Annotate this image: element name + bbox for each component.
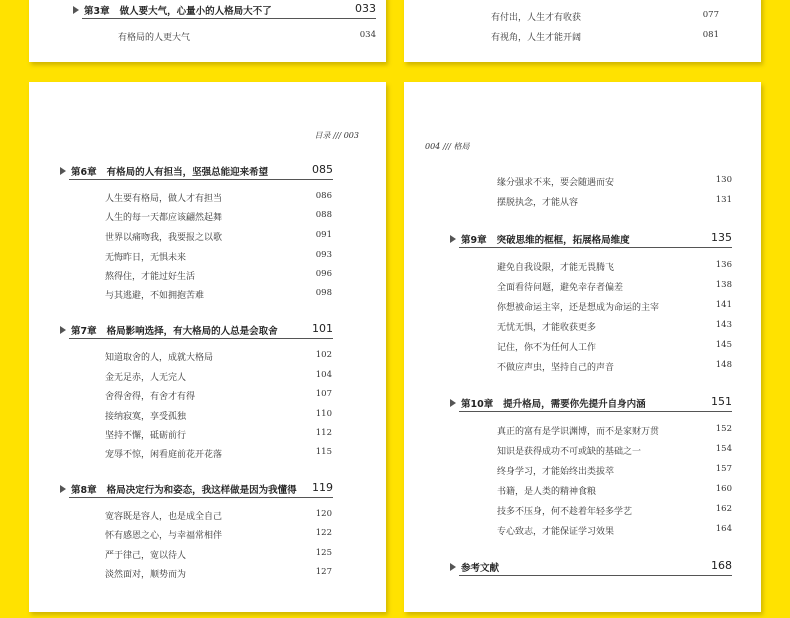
toc-entry-page: 141: [715, 300, 732, 310]
toc-entry-title: 淡然面对，顺势而为: [105, 570, 187, 580]
toc-entry-page: 081: [702, 30, 719, 40]
chapter-page-number: 168: [711, 559, 732, 572]
toc-entry-page: 115: [315, 447, 332, 457]
chapter-7-heading[interactable]: [60, 323, 333, 343]
toc-entry[interactable]: [105, 370, 332, 384]
toc-entry[interactable]: [491, 30, 719, 44]
chapter-title: 格局影响选择，有大格局的人总是会取舍: [106, 326, 278, 337]
toc-entry-page: 160: [715, 484, 732, 494]
toc-entry[interactable]: [118, 30, 376, 44]
toc-entry-title: 记住，你不为任何人工作: [497, 343, 597, 353]
toc-entry-title: 技多不压身，何不趁着年轻多学艺: [497, 507, 633, 517]
toc-entry-page: 138: [715, 280, 732, 290]
toc-entry-title: 金无足赤，人无完人: [105, 373, 187, 383]
toc-entry-title: 你想被命运主宰，还是想成为命运的主宰: [497, 303, 660, 313]
toc-entry-title: 坚持不懈，砥砺前行: [105, 431, 187, 441]
chapter-underline: [69, 338, 333, 339]
chapter-page-number: 151: [711, 395, 732, 408]
toc-entry-page: 086: [315, 191, 332, 201]
toc-entry-title: 摆脱执念，才能从容: [497, 198, 579, 208]
chapter-page-number: 085: [312, 163, 333, 176]
toc-entry-title: 与其逃避，不如拥抱苦难: [105, 291, 205, 301]
toc-entry-page: 131: [715, 195, 732, 205]
toc-entry-page: 148: [715, 360, 732, 370]
toc-entry-title: 人生要有格局，做人才有担当: [105, 194, 223, 204]
toc-entry-page: 091: [315, 230, 332, 240]
toc-entry[interactable]: [497, 260, 732, 274]
chapter-3-heading[interactable]: [73, 3, 376, 23]
toc-entry-page: 034: [359, 30, 376, 40]
toc-entry-title: 终身学习，才能始终出类拔萃: [497, 467, 615, 477]
chapter-10-heading[interactable]: [450, 396, 732, 416]
toc-entry-title: 宽容既是容人，也是成全自己: [105, 512, 223, 522]
toc-entry[interactable]: [497, 424, 732, 438]
chapter-title: 做人要大气，心量小的人格局大不了: [119, 6, 272, 17]
toc-entry-title: 世界以痛吻我，我要报之以歌: [105, 233, 223, 243]
toc-entry[interactable]: [497, 195, 732, 209]
top-left-page: [29, 0, 386, 62]
chapter-label: 第8章: [71, 485, 97, 496]
toc-entry[interactable]: [105, 567, 332, 581]
toc-entry-title: 有视角，人生才能开阔: [491, 33, 582, 43]
toc-entry-page: 136: [715, 260, 732, 270]
toc-entry[interactable]: [105, 269, 332, 283]
chapter-underline: [82, 18, 376, 19]
toc-entry-title: 舍得舍得，有舍才有得: [105, 392, 196, 402]
chapter-arrow-icon: [60, 167, 66, 175]
chapter-9-heading[interactable]: [450, 232, 732, 252]
toc-entry-page: 120: [315, 509, 332, 519]
toc-entry-page: 125: [315, 548, 332, 558]
chapter-label: 第10章: [461, 399, 494, 410]
toc-entry-title: 有格局的人更大气: [118, 33, 191, 43]
chapter-label: 第6章: [71, 167, 97, 178]
toc-entry[interactable]: [105, 447, 332, 461]
toc-entry-page: 122: [315, 528, 332, 538]
toc-entry-title: 怀有感恩之心，与幸福常相伴: [105, 531, 223, 541]
chapter-underline: [459, 247, 732, 248]
chapter-title: 格局决定行为和姿态，我这样做是因为我懂得: [106, 485, 297, 496]
toc-entry-title: 人生的每一天都应该翩然起舞: [105, 213, 223, 223]
page-header: 目录 /// 003: [314, 131, 359, 140]
chapter-page-number: 101: [312, 322, 333, 335]
toc-entry-title: 熬得住，才能过好生活: [105, 272, 196, 282]
chapter-label: 第3章: [84, 6, 110, 17]
toc-entry-title: 严于律己，宽以待人: [105, 551, 187, 561]
toc-entry[interactable]: [497, 464, 732, 478]
toc-entry-page: 157: [715, 464, 732, 474]
toc-entry-page: 104: [315, 370, 332, 380]
chapter-underline: [459, 411, 732, 412]
chapter-underline: [459, 575, 732, 576]
toc-entry[interactable]: [105, 548, 332, 562]
toc-entry[interactable]: [105, 230, 332, 244]
toc-entry[interactable]: [105, 389, 332, 403]
chapter-arrow-icon: [73, 6, 79, 14]
toc-entry[interactable]: [497, 280, 732, 294]
toc-entry-title: 书籍，是人类的精神食粮: [497, 487, 597, 497]
toc-entry[interactable]: [105, 210, 332, 224]
toc-entry-title: 无悔昨日，无惧未来: [105, 253, 187, 263]
left-toc-page: [29, 82, 386, 612]
toc-entry-page: 098: [315, 288, 332, 298]
references-title: 参考文献: [461, 563, 500, 574]
toc-entry-title: 知识是获得成功不可或缺的基础之一: [497, 447, 642, 457]
toc-entry[interactable]: [497, 444, 732, 458]
toc-entry-page: 154: [715, 444, 732, 454]
toc-entry[interactable]: [497, 504, 732, 518]
toc-entry-page: 107: [315, 389, 332, 399]
right-toc-page: [404, 82, 761, 612]
chapter-arrow-icon: [60, 485, 66, 493]
toc-entry-page: 145: [715, 340, 732, 350]
top-right-page: [404, 0, 761, 62]
chapter-label: 第7章: [71, 326, 97, 337]
toc-entry-page: 093: [315, 250, 332, 260]
toc-entry-page: 127: [315, 567, 332, 577]
toc-entry-page: 102: [315, 350, 332, 360]
chapter-page-number: 135: [711, 231, 732, 244]
toc-entry[interactable]: [105, 409, 332, 423]
chapter-arrow-icon: [450, 399, 456, 407]
toc-entry-page: 130: [715, 175, 732, 185]
toc-entry[interactable]: [497, 300, 732, 314]
toc-entry[interactable]: [497, 484, 732, 498]
toc-entry-page: 112: [315, 428, 332, 438]
chapter-page-number: 033: [355, 2, 376, 15]
chapter-title: 提升格局，需要你先提升自身内涵: [503, 399, 646, 410]
chapter-title: 有格局的人有担当，坚强总能迎来希望: [106, 167, 269, 178]
toc-entry-title: 避免自我设限，才能无畏腾飞: [497, 263, 615, 273]
toc-entry-title: 专心致志，才能保证学习效果: [497, 527, 615, 537]
toc-entry-page: 143: [715, 320, 732, 330]
chapter-label: 第9章: [461, 235, 487, 246]
chapter-arrow-icon: [450, 235, 456, 243]
toc-entry[interactable]: [105, 428, 332, 442]
toc-entry[interactable]: [105, 250, 332, 264]
toc-entry-page: 152: [715, 424, 732, 434]
toc-entry[interactable]: [105, 509, 332, 523]
toc-entry[interactable]: [491, 10, 719, 24]
toc-entry-title: 无忧无惧，才能收获更多: [497, 323, 597, 333]
page-header: 004 /// 格局: [425, 142, 470, 151]
toc-entry-title: 宠辱不惊，闲看庭前花开花落: [105, 450, 223, 460]
references-heading[interactable]: [450, 560, 732, 580]
toc-entry[interactable]: [105, 191, 332, 205]
toc-entry-title: 有付出，人生才有收获: [491, 13, 582, 23]
chapter-arrow-icon: [450, 563, 456, 571]
chapter-arrow-icon: [60, 326, 66, 334]
toc-entry-title: 接纳寂寞，享受孤独: [105, 412, 187, 422]
chapter-6-heading[interactable]: [60, 164, 333, 184]
chapter-underline: [69, 179, 333, 180]
toc-entry[interactable]: [497, 360, 732, 374]
chapter-underline: [69, 497, 333, 498]
toc-entry[interactable]: [497, 320, 732, 334]
chapter-8-heading[interactable]: [60, 482, 333, 502]
toc-entry-page: 088: [315, 210, 332, 220]
toc-entry[interactable]: [105, 350, 332, 364]
toc-entry-title: 知道取舍的人，成就大格局: [105, 353, 214, 363]
toc-entry[interactable]: [105, 528, 332, 542]
toc-entry-page: 096: [315, 269, 332, 279]
toc-entry-title: 全面看待问题，避免幸存者偏差: [497, 283, 624, 293]
toc-entry[interactable]: [497, 175, 732, 189]
toc-entry-title: 不做应声虫，坚持自己的声音: [497, 363, 615, 373]
toc-entry[interactable]: [497, 340, 732, 354]
toc-entry-page: 110: [315, 409, 332, 419]
chapter-title: 突破思维的框框，拓展格局维度: [496, 235, 630, 246]
toc-entry-page: 162: [715, 504, 732, 514]
toc-entry-page: 077: [702, 10, 719, 20]
toc-entry[interactable]: [105, 288, 332, 302]
toc-entry-page: 164: [715, 524, 732, 534]
chapter-page-number: 119: [312, 481, 333, 494]
toc-entry-title: 真正的富有是学识渊博，而不是家财万贯: [497, 427, 660, 437]
toc-entry-title: 缘分强求不来，要会随遇而安: [497, 178, 615, 188]
toc-entry[interactable]: [497, 524, 732, 538]
